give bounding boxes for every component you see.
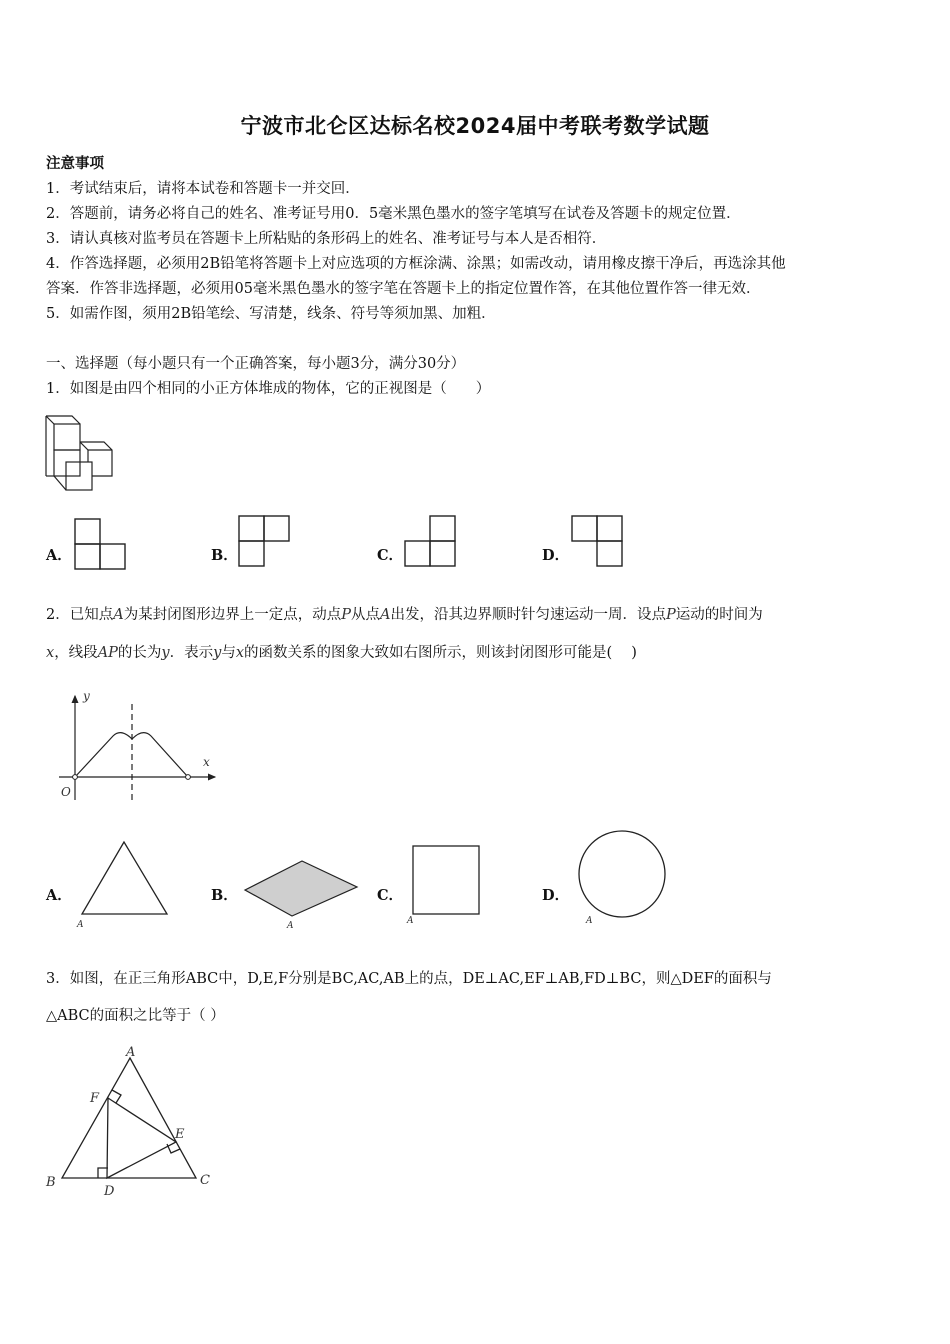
question-2-line-1: 2．已知点A为某封闭图形边界上一定点，动点P从点A出发，沿其边界顺时针匀速运动一周．设点P运动的时间为	[46, 607, 763, 623]
notice-item: 1．考试结束后，请将本试卷和答题卡一并交回．	[46, 181, 360, 197]
q2-option-a-triangle[interactable]	[74, 838, 174, 930]
q1-option-d-figure[interactable]	[571, 515, 625, 569]
notice-heading: 注意事项	[46, 155, 104, 172]
q1-cube-figure	[44, 414, 118, 494]
q1-option-d-label[interactable]: D．	[542, 547, 570, 564]
q1-option-a-figure[interactable]	[74, 518, 128, 572]
notice-item: 答案．作答非选择题，必须用05毫米黑色墨水的签字笔在答题卡上的指定位置作答，在其他位置作答一律无效．	[46, 281, 761, 297]
page-title: 宁波市北仑区达标名校2024届中考联考数学试题	[240, 114, 710, 138]
notice-item: 2．答题前，请务必将自己的姓名、准考证号用0．5毫米黑色墨水的签字笔填写在试卷及答题卡的规定位置．	[46, 206, 741, 222]
svg-text:B: B	[46, 1175, 56, 1190]
q1-option-b-label[interactable]: B．	[211, 547, 238, 564]
question-1-text: 1．如图是由四个相同的小正方体堆成的物体，它的正视图是（ ）	[46, 381, 491, 397]
graph-x-label: x	[203, 755, 210, 769]
svg-text:C: C	[200, 1173, 210, 1188]
svg-text:A: A	[287, 921, 294, 931]
q1-option-a-label[interactable]: A．	[46, 547, 72, 564]
notice-item: 3．请认真核对监考员在答题卡上所粘贴的条形码上的姓名、准考证号与本人是否相符．	[46, 231, 607, 247]
section-heading: 一、选择题（每小题只有一个正确答案，每小题3分，满分30分）	[46, 356, 466, 372]
q3-triangle-figure	[42, 1044, 222, 1200]
svg-text:A: A	[126, 1045, 136, 1060]
notice-item: 5．如需作图，须用2B铅笔绘、写清楚，线条、符号等须加黑、加粗．	[46, 306, 496, 322]
graph-y-label: y	[83, 689, 90, 703]
q2-option-b-label[interactable]: B．	[211, 887, 238, 904]
q2-option-d-label[interactable]: D．	[542, 887, 570, 904]
svg-text:A: A	[77, 920, 84, 930]
svg-text:A: A	[407, 916, 414, 925]
graph-origin-label: O	[61, 785, 71, 799]
q1-option-c-label[interactable]: C．	[377, 547, 404, 564]
q1-option-c-figure[interactable]	[404, 515, 458, 569]
svg-text:F: F	[90, 1091, 100, 1106]
svg-text:E: E	[175, 1127, 185, 1142]
notice-item: 4．作答选择题，必须用2B铅笔将答题卡上对应选项的方框涂满、涂黑；如需改动，请用橡皮擦干净后，再选涂其他	[46, 256, 786, 272]
q2-function-graph	[55, 686, 225, 808]
q2-option-a-label[interactable]: A．	[46, 887, 72, 904]
q2-option-c-square[interactable]	[406, 843, 486, 925]
svg-text:D: D	[104, 1184, 115, 1199]
question-3-line-1: 3．如图，在正三角形ABC中，D,E,F分别是BC,AC,AB上的点，DE⊥AC,EF⊥AB,FD⊥BC，则△DEF的面积与	[46, 971, 772, 987]
svg-text:A: A	[586, 916, 593, 926]
question-2-line-2: x，线段AP的长为y．表示y与x的函数关系的图象大致如右图所示，则该封闭图形可能是( )	[46, 645, 637, 661]
question-3-line-2: △ABC的面积之比等于（ ）	[46, 1008, 225, 1024]
q1-option-b-figure[interactable]	[238, 515, 292, 569]
q2-option-b-rhombus[interactable]	[240, 856, 362, 932]
q2-option-d-circle[interactable]	[576, 829, 670, 927]
q2-option-c-label[interactable]: C．	[377, 887, 404, 904]
